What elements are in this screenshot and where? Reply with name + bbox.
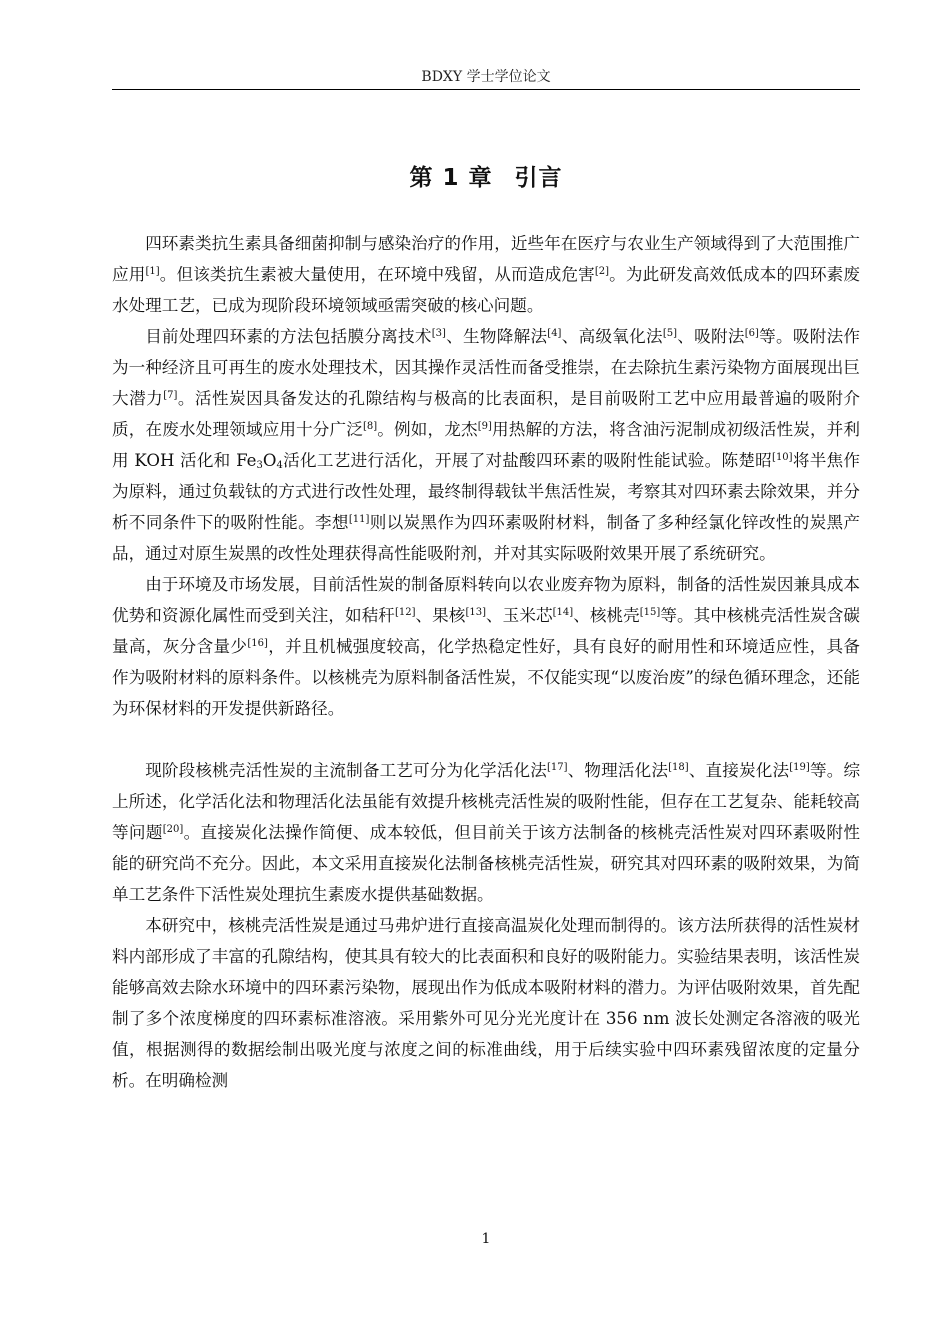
- paragraph-5: [112, 910, 860, 1096]
- text-run: 等。综上所述，化学活化法和物理活化法虽能有效提升核桃壳活性炭的吸附性能，但存在工艺复杂、能耗较高等问题: [112, 761, 861, 842]
- text-run: 、直接炭化法: [688, 761, 790, 780]
- running-header: [112, 68, 860, 90]
- citation-18: [18]: [668, 762, 689, 773]
- citation-14: [14]: [552, 607, 574, 618]
- citation-19: [19]: [789, 762, 810, 773]
- text-run: 。活性炭因具备发达的孔隙结构与极高的比表面积，是目前吸附工艺中应用最普遍的吸附介质，在废水处理领域应用十分广泛: [112, 389, 861, 439]
- citation-13: [13]: [465, 607, 486, 618]
- citation-7: [7]: [163, 390, 178, 401]
- text-run: 。为此研发高效低成本的四环素废水处理工艺，已成为现阶段环境领域亟需突破的核心问题。: [112, 265, 861, 315]
- text-run: 、生物降解法: [445, 327, 548, 346]
- text-run: 、果核: [415, 606, 466, 625]
- citation-4: [4]: [547, 328, 562, 339]
- text-run: 、核桃壳: [573, 606, 640, 625]
- chapter-number: 第 1 章: [409, 165, 493, 191]
- text-run: 、物理活化法: [567, 761, 669, 780]
- paragraph-1: [112, 228, 860, 321]
- citation-9: [9]: [477, 421, 492, 432]
- citation-11: [11]: [348, 514, 370, 525]
- citation-8: [8]: [363, 421, 378, 432]
- text-run: O: [262, 451, 277, 470]
- paragraph-4: [112, 755, 860, 910]
- citation-12: [12]: [394, 607, 416, 618]
- text-run: 则以炭黑作为四环素吸附材料，制备了多种经氯化锌改性的炭黑产品，通过对原生炭黑的改性处理获得高性能吸附剂，并对其实际吸附效果开展了系统研究。: [112, 513, 861, 563]
- text-run: 、高级氧化法: [561, 327, 663, 346]
- chapter-title: [112, 163, 860, 193]
- citation-15: [15]: [639, 607, 661, 618]
- body-text: [112, 228, 860, 1096]
- citation-5: [5]: [662, 328, 678, 339]
- text-run: 将半焦作为原料，通过负载钛的方式进行改性处理，最终制得载钛半焦活性炭，考察其对四环素去除效果，并分析不同条件下的吸附性能。李想: [112, 451, 861, 532]
- page-footer: [112, 1230, 860, 1248]
- text-run: 。例如，龙杰: [377, 420, 478, 439]
- citation-20: [20]: [162, 824, 184, 835]
- chapter-title-text: 引言: [514, 165, 563, 191]
- text-run: 由于环境及市场发展，目前活性炭的制备原料转向以农业废弃物为原料，制备的活性炭因兼具成本优势和资源化属性而受到关注，如秸秆: [112, 575, 860, 625]
- subscript-4: 4: [276, 460, 283, 471]
- citation-1: [1]: [145, 266, 160, 277]
- running-header-text: BDXY 学士学位论文: [421, 69, 551, 85]
- text-run: 等。吸附法作为一种经济且可再生的废水处理技术，因其操作灵活性而备受推崇，在去除抗生素污染物方面展现出巨大潜力: [112, 327, 861, 408]
- paragraph-3: [112, 569, 860, 724]
- text-run: 用热解的方法，将含油污泥制成初级活性炭，并利用 KOH 活化和 Fe: [112, 420, 861, 470]
- text-run: ，并且机械强度较高，化学热稳定性好，具有良好的耐用性和环境适应性，具备作为吸附材料的原料条件。以核桃壳为原料制备活性炭，不仅能实现“以废治废”的绿色循环理念，还能为环保材料的开发提供新路径。: [112, 637, 860, 718]
- citation-6: [6]: [744, 328, 759, 339]
- page-number: 1: [481, 1231, 491, 1247]
- paragraph-2: [112, 321, 860, 569]
- text-run: 。直接炭化法操作简便、成本较低，但目前关于该方法制备的核桃壳活性炭对四环素吸附性能的研究尚不充分。因此，本文采用直接炭化法制备核桃壳活性炭，研究其对四环素的吸附效果，为简单工艺条件下活性炭处理抗生素废水提供基础数据。: [112, 823, 861, 904]
- text-run: 等。其中核桃壳活性炭含碳量高，灰分含量少: [112, 606, 861, 656]
- text-run: 四环素类抗生素具备细菌抑制与感染治疗的作用，近些年在医疗与农业生产领域得到了大范围推广应用: [112, 234, 860, 284]
- citation-17: [17]: [547, 762, 568, 773]
- text-run: 目前处理四环素的方法包括膜分离技术: [145, 327, 432, 346]
- citation-3: [3]: [431, 328, 446, 339]
- citation-16: [16]: [247, 638, 268, 649]
- citation-2: [2]: [594, 266, 610, 277]
- text-run: 。但该类抗生素被大量使用，在环境中残留，从而造成危害: [159, 265, 595, 284]
- text-run: 本研究中，核桃壳活性炭是通过马弗炉进行直接高温炭化处理而制得的。该方法所获得的活性炭材料内部形成了丰富的孔隙结构，使其具有较大的比表面积和良好的吸附能力。实验结果表明，该活性炭能够高效去除水环境中的四环素污染物，展现出作为低成本吸附材料的潜力。为评估吸附效果，首先配制了多个浓度梯度的四环素标准溶液。采用紫外可见分光光度计在 356 nm 波长处测定各溶液的吸光值，根据测得的数据绘制出吸光度与浓度之间的标准曲线，用于后续实验中四环素残留浓度的定量分析。在明确检测: [112, 916, 860, 1090]
- subscript-3: 3: [256, 460, 263, 471]
- text-run: 现阶段核桃壳活性炭的主流制备工艺可分为化学活化法: [145, 761, 547, 780]
- citation-10: [10]: [772, 452, 793, 463]
- text-run: 、玉米芯: [485, 606, 553, 625]
- text-run: 活化工艺进行活化，开展了对盐酸四环素的吸附性能试验。陈楚昭: [282, 451, 773, 470]
- text-run: 、吸附法: [677, 327, 745, 346]
